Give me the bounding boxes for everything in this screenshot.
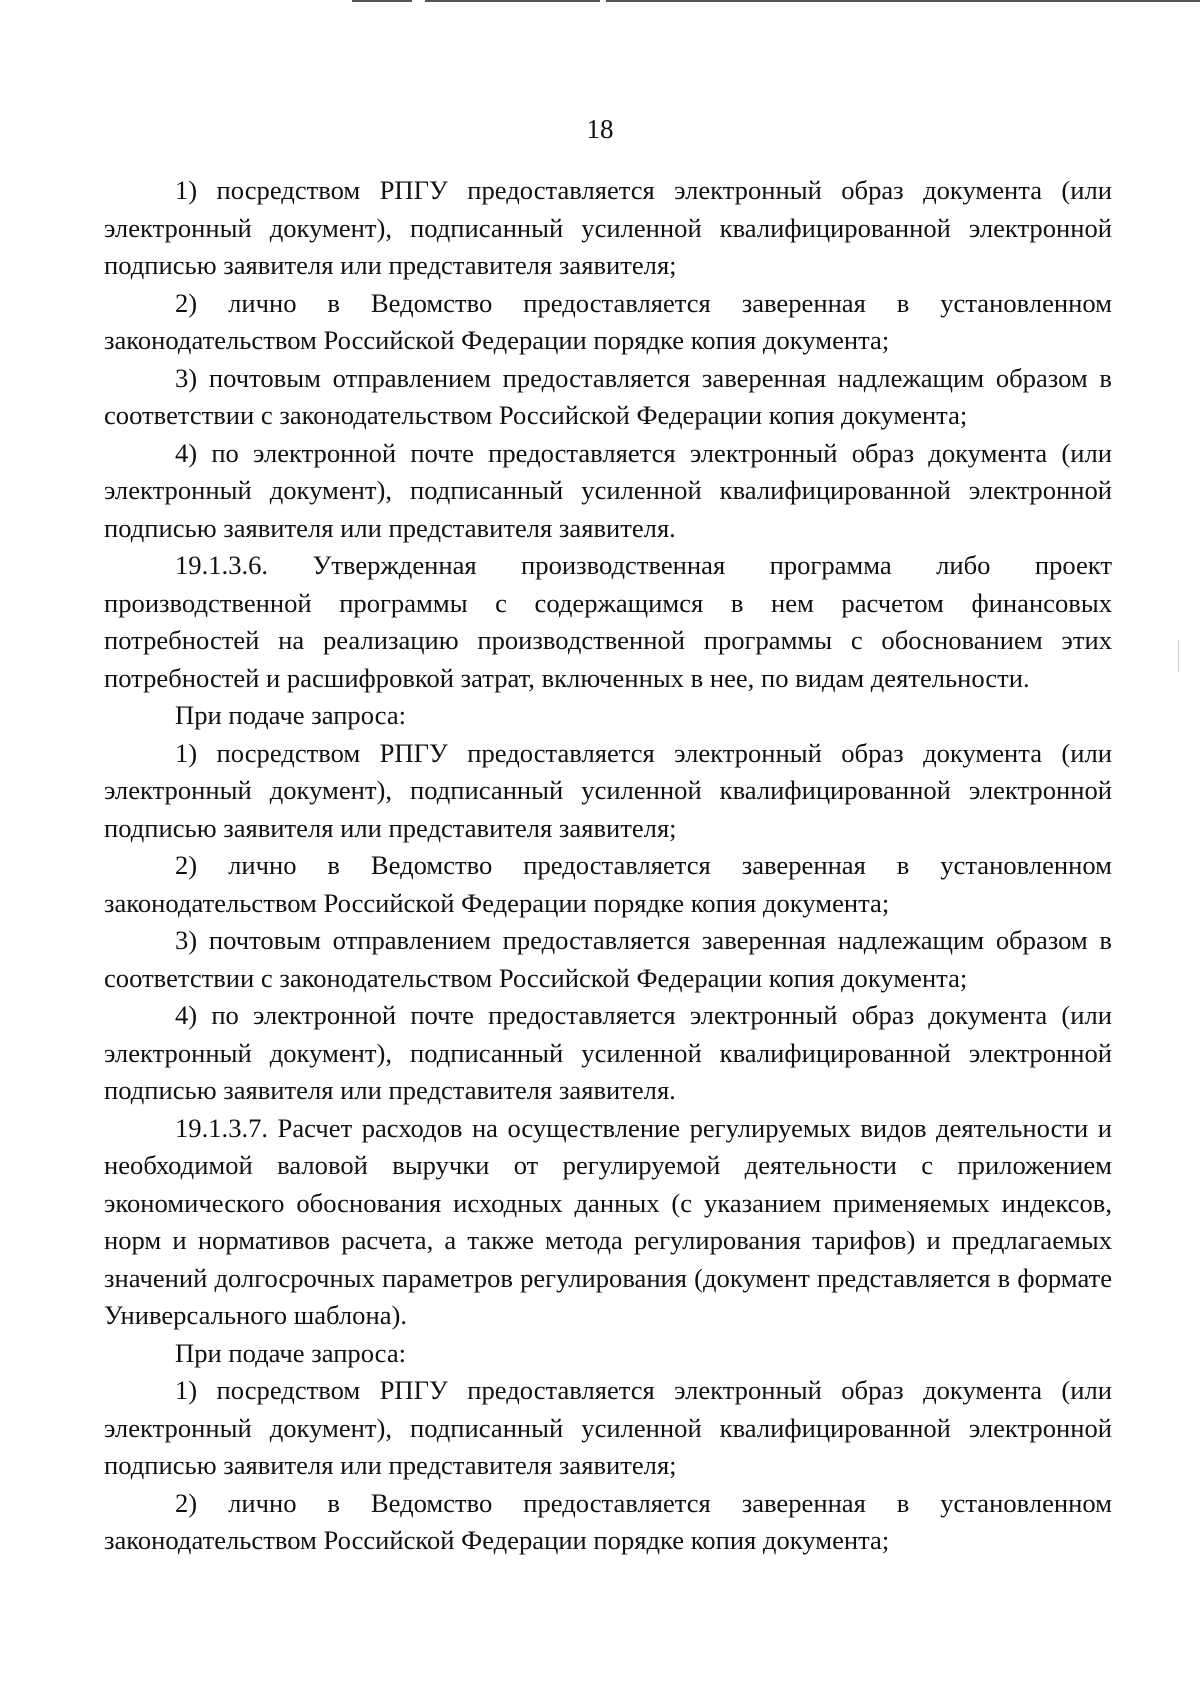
paragraph-10: 4) по электронной почте предоставляется электронный образ документа (или электронный документ), подписанный усиленной квалифицированной электронной подписью заявителя или представителя заявителя. [104,1000,1112,1105]
paragraph-13: 1) посредством РПГУ предоставляется электронный образ документа (или электронный документ), подписанный усиленной квалифицированной электронной подписью заявителя или представителя заявителя; [104,1375,1112,1480]
paragraph-2: 2) лично в Ведомство предоставляется заверенная в установленном законодательством Российской Федерации порядке копия документа; [104,287,1112,355]
paragraph-11: 19.1.3.7. Расчет расходов на осуществление регулируемых видов деятельности и необходимой валовой выручки от регулируемой деятельности с приложением экономического обоснования исходных данных (с указанием применяемых индексов, норм и нормативов расчета, а также метода регулирования тарифов) и предлагаемых значений долгосрочных параметров регулирования (документ представляется в формате Универсального шаблона). [104,1112,1112,1330]
paragraph-9: 3) почтовым отправлением предоставляется заверенная надлежащим образом в соответствии с законодательством Российской Федерации копия документа; [104,925,1112,993]
paragraph-3: 3) почтовым отправлением предоставляется заверенная надлежащим образом в соответствии с законодательством Российской Федерации копия документа; [104,362,1112,430]
scan-margin-mark [1178,640,1179,672]
paragraph-6: При подаче запроса: [175,700,407,730]
paragraph-14: 2) лично в Ведомство предоставляется заверенная в установленном законодательством Российской Федерации порядке копия документа; [104,1487,1112,1555]
document-body [104,172,1112,1560]
page-number: 18 [586,114,614,144]
paragraph-7: 1) посредством РПГУ предоставляется электронный образ документа (или электронный документ), подписанный усиленной квалифицированной электронной подписью заявителя или представителя заявителя; [104,737,1112,843]
paragraph-1: 1) посредством РПГУ предоставляется электронный образ документа (или электронный документ), подписанный усиленной квалифицированной электронной подписью заявителя или представителя заявителя; [104,175,1112,280]
paragraph-12: При подаче запроса: [175,1337,407,1368]
paragraph-5: 19.1.3.6. Утвержденная производственная программа либо проект производственной программы с содержащимся в нем расчетом финансовых потребностей на реализацию производственной программы с обоснованием этих потребностей и расшифровкой затрат, включенных в нее, по видам деятельности. [104,550,1112,693]
paragraph-8: 2) лично в Ведомство предоставляется заверенная в установленном законодательством Российской Федерации порядке копия документа; [104,850,1112,918]
paragraph-4: 4) по электронной почте предоставляется электронный образ документа (или электронный документ), подписанный усиленной квалифицированной электронной подписью заявителя или представителя заявителя. [104,437,1112,543]
page-top-rule [0,0,1200,3]
